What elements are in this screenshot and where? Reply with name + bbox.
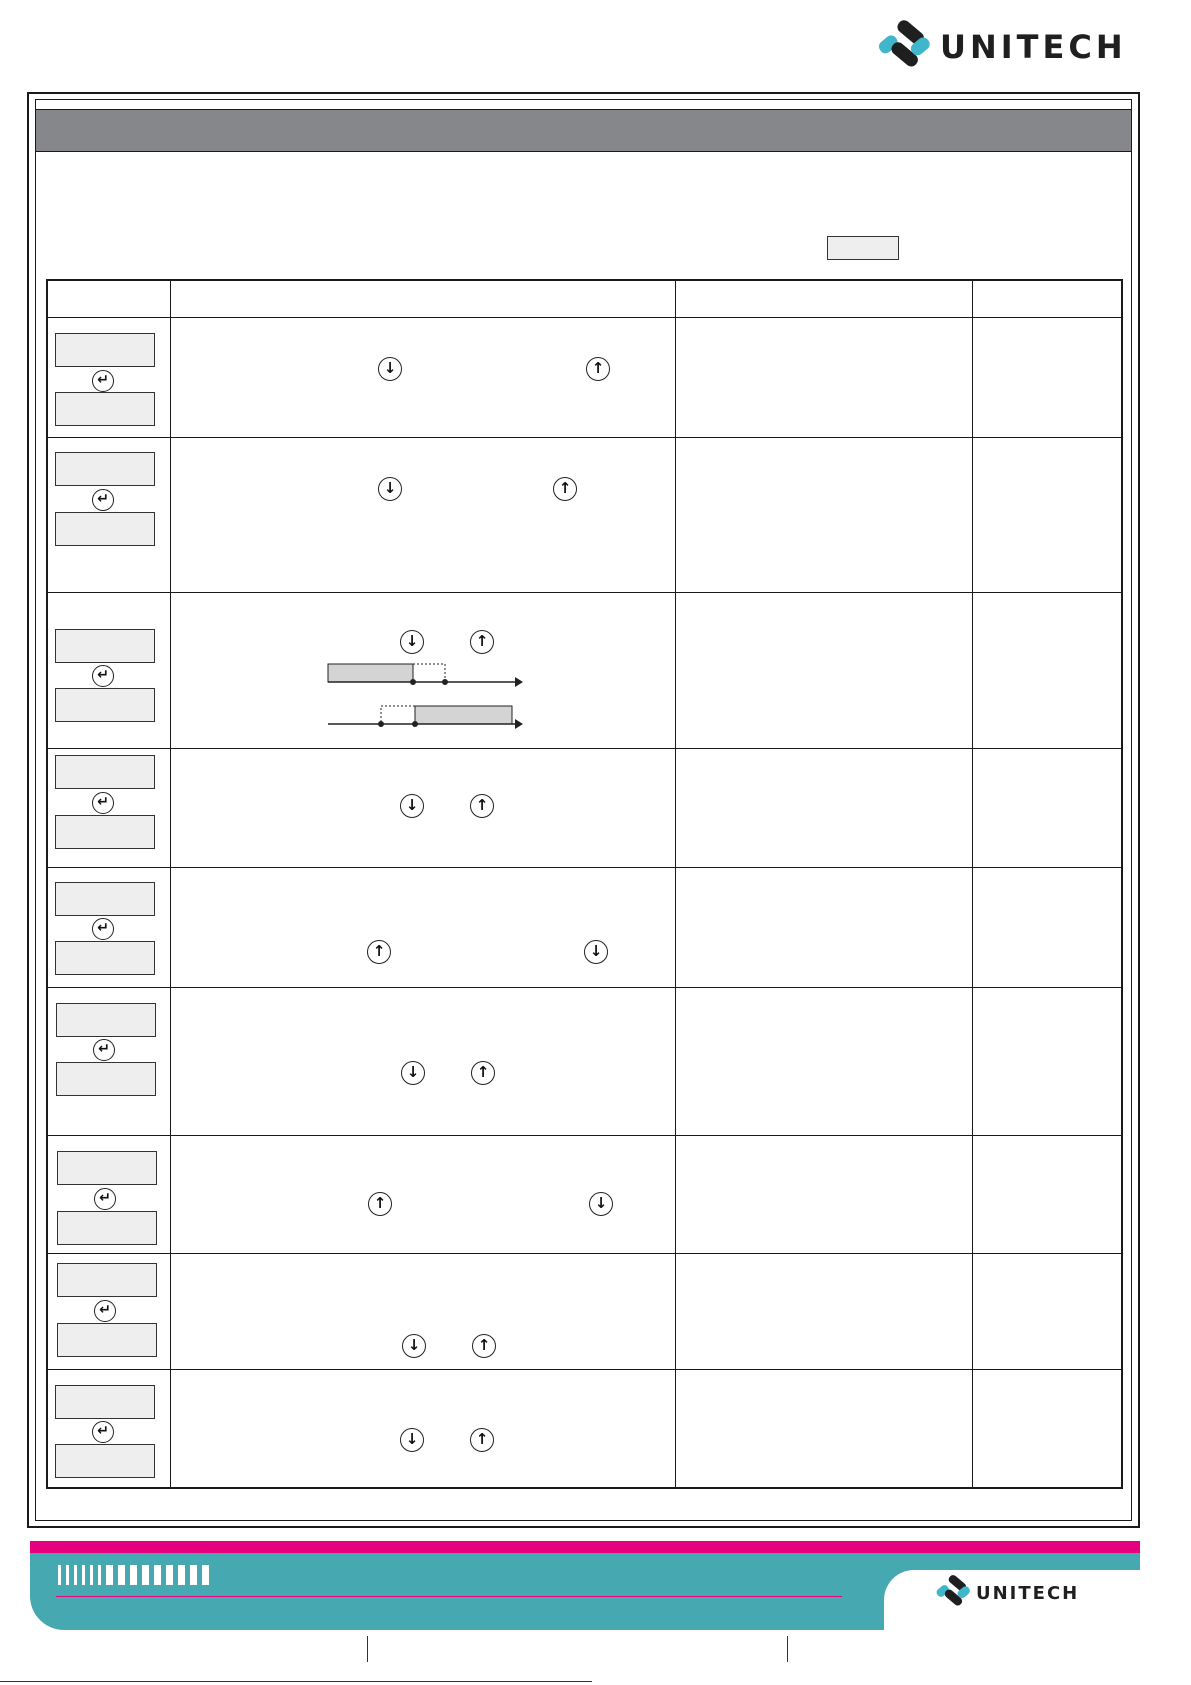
display-panel-top xyxy=(55,333,155,367)
footer-tick-pattern xyxy=(58,1565,209,1585)
enter-key-icon: ↵ xyxy=(92,918,114,940)
down-arrow-icon: ↓ xyxy=(589,1192,613,1216)
down-arrow-icon: ↓ xyxy=(400,794,424,818)
display-panel-top xyxy=(56,1003,156,1037)
row-divider xyxy=(46,867,1123,868)
footer-separator xyxy=(787,1636,788,1662)
up-arrow-icon: ↑ xyxy=(472,1334,496,1358)
section-title-bar xyxy=(36,109,1131,152)
brand-name: UNITECH xyxy=(940,28,1127,66)
up-arrow-icon: ↑ xyxy=(470,1428,494,1452)
display-panel-top xyxy=(55,629,155,663)
enter-key-icon: ↵ xyxy=(92,665,114,687)
footer-pink-bar xyxy=(30,1541,1140,1553)
row-divider xyxy=(46,1369,1123,1370)
row-divider xyxy=(46,437,1123,438)
header-row-divider xyxy=(46,317,1123,318)
up-arrow-icon: ↑ xyxy=(368,1192,392,1216)
unitech-logo-icon xyxy=(872,18,936,74)
column-divider xyxy=(972,279,973,1489)
row-divider xyxy=(46,1135,1123,1136)
display-panel-top xyxy=(55,882,155,916)
enter-key-icon: ↵ xyxy=(92,792,114,814)
down-arrow-icon: ↓ xyxy=(584,940,608,964)
up-arrow-icon: ↑ xyxy=(470,794,494,818)
footer-brand-name: UNITECH xyxy=(976,1583,1080,1604)
up-arrow-icon: ↑ xyxy=(471,1061,495,1085)
up-arrow-icon: ↑ xyxy=(586,357,610,381)
column-divider xyxy=(675,279,676,1489)
enter-key-icon: ↵ xyxy=(92,1421,114,1443)
up-arrow-icon: ↑ xyxy=(553,477,577,501)
display-panel-bottom xyxy=(57,1323,157,1357)
row-divider xyxy=(46,1253,1123,1254)
footer-separator xyxy=(367,1636,368,1662)
row-divider xyxy=(46,987,1123,988)
display-panel-top xyxy=(57,1263,157,1297)
up-arrow-icon: ↑ xyxy=(367,940,391,964)
parameter-table xyxy=(46,279,1123,1489)
enter-key-icon: ↵ xyxy=(94,1188,116,1210)
display-panel-top xyxy=(55,755,155,789)
footer-unitech-logo-icon xyxy=(932,1573,974,1611)
down-arrow-icon: ↓ xyxy=(402,1334,426,1358)
footer-logo-tab xyxy=(884,1570,1140,1640)
bottom-rule xyxy=(0,1681,592,1682)
display-panel-top xyxy=(55,452,155,486)
enter-key-icon: ↵ xyxy=(93,1039,115,1061)
hysteresis-diagram xyxy=(325,658,525,732)
display-panel-bottom xyxy=(55,688,155,722)
row-divider xyxy=(46,748,1123,749)
up-arrow-icon: ↑ xyxy=(470,630,494,654)
enter-key-icon: ↵ xyxy=(92,489,114,511)
column-divider xyxy=(170,279,171,1489)
display-panel-bottom xyxy=(55,512,155,546)
down-arrow-icon: ↓ xyxy=(400,1428,424,1452)
display-panel-bottom xyxy=(55,1444,155,1478)
display-panel-top xyxy=(55,1385,155,1419)
display-panel-bottom xyxy=(55,815,155,849)
display-panel-bottom xyxy=(55,392,155,426)
down-arrow-icon: ↓ xyxy=(378,477,402,501)
row-divider xyxy=(46,592,1123,593)
enter-key-icon: ↵ xyxy=(92,370,114,392)
display-panel-top xyxy=(57,1151,157,1185)
display-panel-bottom xyxy=(55,941,155,975)
legend-display-box xyxy=(827,236,899,260)
footer-pink-line xyxy=(56,1596,842,1597)
display-panel-bottom xyxy=(57,1211,157,1245)
enter-key-icon: ↵ xyxy=(94,1300,116,1322)
display-panel-bottom xyxy=(56,1062,156,1096)
down-arrow-icon: ↓ xyxy=(401,1061,425,1085)
down-arrow-icon: ↓ xyxy=(400,630,424,654)
down-arrow-icon: ↓ xyxy=(378,357,402,381)
